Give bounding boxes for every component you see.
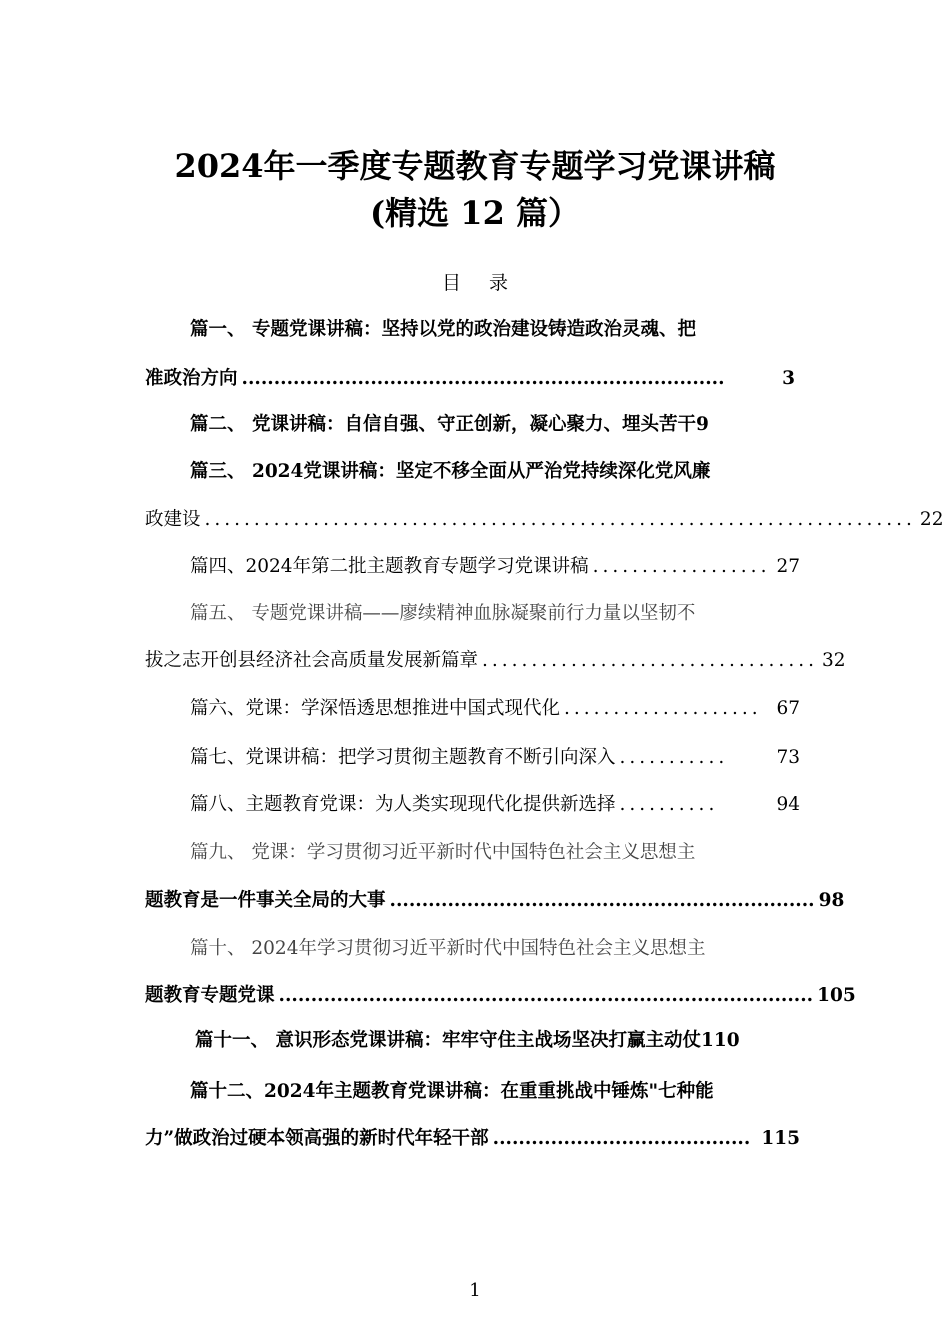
- toc-entry-8-leader: ..........: [619, 794, 719, 815]
- toc-entry-9-leader: ..................................................................: [389, 890, 815, 911]
- toc-entry-12-leader: ........................................: [492, 1128, 751, 1149]
- toc-entry-1-page: 3: [782, 368, 795, 389]
- toc-entry-7-page: 73: [776, 747, 800, 768]
- toc-entry-6-page: 67: [776, 698, 800, 719]
- toc-entry-3-page: 22: [919, 509, 944, 530]
- toc-entry-6-text: 篇六、党课：学深悟透思想推进中国式现代化: [190, 698, 561, 719]
- toc-entry-12-page: 115: [761, 1128, 800, 1149]
- toc-entry-12-line2[interactable]: [145, 1124, 800, 1154]
- toc-entry-1-leader: ...........................................................................: [241, 368, 725, 389]
- toc-entry-9-page: 98: [818, 890, 845, 911]
- toc-entry-5-line1[interactable]: 篇五、 专题党课讲稿——廖续精神血脉凝聚前行力量以坚韧不: [190, 603, 696, 624]
- toc-entry-9-text: 题教育是一件事关全局的大事: [145, 890, 386, 911]
- toc-entry-9-line1[interactable]: 篇九、 党课：学习贯彻习近平新时代中国特色社会主义思想主: [190, 842, 696, 863]
- document-title-line2: (精选 12 篇）: [370, 194, 580, 232]
- toc-entry-1-line1[interactable]: 篇一、 专题党课讲稿：坚持以党的政治建设铸造政治灵魂、把: [190, 319, 696, 340]
- toc-entry-12-text: 力”做政治过硬本领高强的新时代年轻干部: [145, 1128, 489, 1149]
- toc-entry-12-line1[interactable]: 篇十二、2024年主题教育党课讲稿：在重重挑战中锤炼"七种能: [190, 1081, 714, 1102]
- toc-entry-8-page: 94: [776, 794, 800, 815]
- toc-entry-2[interactable]: 篇二、 党课讲稿：自信自强、守正创新，凝心聚力、埋头苦干9: [190, 414, 709, 435]
- toc-entry-4-page: 27: [776, 556, 800, 577]
- page-number: 1: [469, 1280, 481, 1301]
- toc-entry-11[interactable]: 篇十一、 意识形态党课讲稿：牢牢守住主战场坚决打赢主动仗110: [195, 1030, 740, 1051]
- toc-entry-7-leader: ...........: [619, 747, 729, 768]
- toc-entry-5-leader: ..................................: [482, 650, 818, 671]
- toc-entry-6-leader: ....................: [564, 698, 762, 719]
- toc-entry-5-page: 32: [821, 650, 846, 671]
- toc-entry-7-text: 篇七、党课讲稿：把学习贯彻主题教育不断引向深入: [190, 747, 616, 768]
- toc-entry-10-page: 105: [817, 985, 856, 1006]
- toc-entry-8[interactable]: [190, 790, 800, 820]
- toc-entry-5-line2[interactable]: [145, 646, 846, 676]
- toc-entry-4[interactable]: [190, 552, 800, 582]
- document-title-line1: 2024年一季度专题教育专题学习党课讲稿: [174, 147, 776, 185]
- toc-entry-10-line1[interactable]: 篇十、 2024年学习贯彻习近平新时代中国特色社会主义思想主: [190, 938, 706, 959]
- toc-entry-10-leader: ...................................................................................: [278, 985, 814, 1006]
- toc-entry-10-line2[interactable]: [145, 981, 856, 1011]
- toc-entry-7[interactable]: [190, 743, 800, 773]
- toc-entry-3-line1[interactable]: 篇三、 2024党课讲稿：坚定不移全面从严治党持续深化党风廉: [190, 461, 711, 482]
- toc-entry-3-leader: ........................................................................: [204, 509, 916, 530]
- toc-entry-1-text: 准政治方向: [145, 368, 238, 389]
- toc-entry-8-text: 篇八、主题教育党课：为人类实现现代化提供新选择: [190, 794, 616, 815]
- toc-entry-10-text: 题教育专题党课: [145, 985, 275, 1006]
- toc-entry-1-line2[interactable]: [145, 364, 795, 394]
- toc-entry-3-line2[interactable]: [145, 505, 944, 535]
- toc-entry-4-leader: ..................: [592, 556, 771, 577]
- toc-entry-6[interactable]: [190, 694, 800, 724]
- toc-entry-4-text: 篇四、2024年第二批主题教育专题学习党课讲稿: [190, 556, 589, 577]
- toc-entry-5-text: 拔之志开创县经济社会高质量发展新篇章: [145, 650, 479, 671]
- toc-entry-9-line2[interactable]: [145, 886, 845, 916]
- toc-entry-3-text: 政建设: [145, 509, 201, 530]
- toc-heading: 目录: [441, 272, 536, 294]
